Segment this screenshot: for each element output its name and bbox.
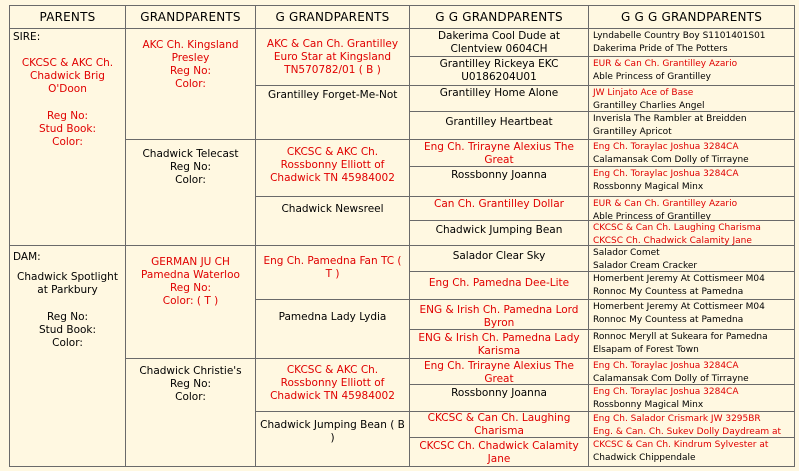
dam-cell bbox=[9, 245, 126, 467]
dam-name[interactable]: Chadwick Spotlight at Parkbury bbox=[17, 271, 118, 296]
sire-name[interactable]: CKCSC & AKC Ch. Chadwick Brig O'Doon bbox=[21, 57, 114, 95]
gg-grandparent-13-name: Eng Ch. Trirayne Alexius The Great bbox=[424, 360, 574, 385]
ggg-pair-8 bbox=[588, 220, 795, 246]
header-gg-grandparents: G G GRANDPARENTS bbox=[409, 5, 589, 29]
grandparent-1-name: AKC Ch. Kingsland Presley bbox=[142, 39, 239, 64]
ggg-grandparent-4[interactable]: Able Princess of Grantilley bbox=[593, 72, 711, 82]
ggg-grandparent-11[interactable]: Eng Ch. Toraylac Joshua 3284CA bbox=[593, 169, 739, 179]
grandparent-4-reg: Reg No: bbox=[169, 378, 212, 390]
ggg-grandparent-5[interactable]: JW Linjato Ace of Base bbox=[593, 88, 694, 98]
ggg-grandparent-7[interactable]: Inverisla The Rambler at Breidden bbox=[593, 114, 747, 124]
ggg-grandparent-13[interactable]: EUR & Can Ch. Grantilley Azario bbox=[593, 199, 738, 209]
ggg-grandparent-32[interactable]: Chadwick Chippendale bbox=[593, 453, 696, 463]
grandparent-4-name: Chadwick Christie's bbox=[139, 365, 242, 377]
g-grandparent-2-name: Grantilley Forget-Me-Not bbox=[268, 89, 398, 101]
g-grandparent-6[interactable] bbox=[255, 299, 410, 359]
g-grandparent-3[interactable] bbox=[255, 139, 410, 197]
grandparent-3-reg: Reg No: bbox=[169, 282, 212, 294]
ggg-grandparent-25[interactable]: Eng Ch. Toraylac Joshua 3284CA bbox=[593, 361, 739, 371]
ggg-grandparent-12[interactable]: Rossbonny Magical Minx bbox=[593, 182, 704, 192]
grandparent-3-color: Color: ( T ) bbox=[162, 295, 219, 307]
gg-grandparent-2-name: Grantilley Rickeya EKC U0186204U01 bbox=[439, 58, 559, 83]
ggg-grandparent-10[interactable]: Calamansak Com Dolly of Tirrayne bbox=[593, 155, 749, 165]
ggg-grandparent-27[interactable]: Eng Ch. Toraylac Joshua 3284CA bbox=[593, 387, 739, 397]
dam-color: Color: bbox=[52, 337, 83, 349]
header-grandparents: GRANDPARENTS bbox=[125, 5, 256, 29]
ggg-pair-6 bbox=[588, 166, 795, 197]
grandparent-2[interactable] bbox=[125, 139, 256, 246]
gg-grandparent-5[interactable] bbox=[409, 139, 589, 167]
sire-stud: Stud Book: bbox=[38, 123, 97, 135]
gg-grandparent-10[interactable] bbox=[409, 271, 589, 300]
ggg-grandparent-1[interactable]: Lyndabelle Country Boy S1101401S01 bbox=[593, 31, 766, 41]
ggg-grandparent-23[interactable]: Ronnoc Meryll at Sukeara for Pamedna bbox=[593, 332, 768, 342]
gg-grandparent-13[interactable] bbox=[409, 358, 589, 385]
ggg-pair-14 bbox=[588, 384, 795, 412]
ggg-grandparent-28[interactable]: Rossbonny Magical Minx bbox=[593, 400, 704, 410]
gg-grandparent-6-name: Rossbonny Joanna bbox=[451, 169, 547, 181]
ggg-grandparent-30[interactable]: Eng. & Can. Ch. Sukev Dolly Daydream at bbox=[593, 427, 782, 437]
gg-grandparent-1-name: Dakerima Cool Dude at Clentview 0604CH bbox=[437, 30, 561, 55]
g-grandparent-5-name: Eng Ch. Pamedna Fan TC ( T ) bbox=[263, 255, 402, 280]
gg-grandparent-3[interactable] bbox=[409, 85, 589, 112]
gg-grandparent-7-name: Can Ch. Grantilley Dollar bbox=[434, 198, 564, 210]
ggg-grandparent-9[interactable]: Eng Ch. Toraylac Joshua 3284CA bbox=[593, 142, 739, 152]
ggg-grandparent-29[interactable]: Eng Ch. Salador Crismark JW 3295BR bbox=[593, 414, 761, 424]
dam-reg: Reg No: bbox=[46, 311, 89, 323]
ggg-pair-10 bbox=[588, 271, 795, 300]
sire-cell bbox=[9, 28, 126, 246]
g-grandparent-8[interactable] bbox=[255, 411, 410, 467]
ggg-grandparent-16[interactable]: CKCSC Ch. Chadwick Calamity Jane bbox=[593, 236, 752, 246]
grandparent-2-color: Color: bbox=[175, 174, 206, 186]
ggg-grandparent-8[interactable]: Grantilley Apricot bbox=[593, 127, 672, 137]
gg-grandparent-5-name: Eng Ch. Trirayne Alexius The Great bbox=[424, 141, 574, 166]
ggg-pair-7 bbox=[588, 196, 795, 221]
ggg-pair-1 bbox=[588, 28, 795, 57]
gg-grandparent-11-name: ENG & Irish Ch. Pamedna Lord Byron bbox=[419, 304, 579, 329]
gg-grandparent-1[interactable] bbox=[409, 28, 589, 57]
sire-label: SIRE: bbox=[13, 31, 41, 43]
ggg-pair-2 bbox=[588, 56, 795, 86]
g-grandparent-4-name: Chadwick Newsreel bbox=[281, 203, 384, 215]
ggg-grandparent-21[interactable]: Homerbent Jeremy At Cottismeer M04 bbox=[593, 302, 765, 312]
grandparent-3-name: GERMAN JU CH Pamedna Waterloo bbox=[141, 256, 240, 281]
gg-grandparent-7[interactable] bbox=[409, 196, 589, 221]
ggg-pair-9 bbox=[588, 245, 795, 272]
grandparent-1-color: Color: bbox=[175, 78, 206, 90]
grandparent-2-reg: Reg No: bbox=[169, 161, 212, 173]
ggg-grandparent-6[interactable]: Grantilley Charlies Angel bbox=[593, 101, 705, 111]
g-grandparent-4[interactable] bbox=[255, 196, 410, 246]
ggg-grandparent-31[interactable]: CKCSC & Can Ch. Kindrum Sylvester at bbox=[593, 440, 769, 450]
g-grandparent-1-name: AKC & Can Ch. Grantilley Euro Star at Kingsland TN570782/01 ( B ) bbox=[266, 38, 399, 76]
ggg-grandparent-26[interactable]: Calamansak Com Dolly of Tirrayne bbox=[593, 374, 749, 384]
gg-grandparent-15[interactable] bbox=[409, 411, 589, 438]
grandparent-1[interactable] bbox=[125, 28, 256, 140]
g-grandparent-3-name: CKCSC & AKC Ch. Rossbonny Elliott of Chadwick TN 45984002 bbox=[270, 146, 395, 184]
ggg-pair-4 bbox=[588, 111, 795, 140]
g-grandparent-6-name: Pamedna Lady Lydia bbox=[278, 311, 387, 323]
g-grandparent-8-name: Chadwick Jumping Bean ( B ) bbox=[260, 419, 405, 444]
g-grandparent-2[interactable] bbox=[255, 85, 410, 140]
gg-grandparent-16-name: CKCSC Ch. Chadwick Calamity Jane bbox=[419, 440, 579, 465]
ggg-grandparent-19[interactable]: Homerbent Jeremy At Cottismeer M04 bbox=[593, 274, 765, 284]
ggg-grandparent-20[interactable]: Ronnoc My Countess at Pamedna bbox=[593, 287, 744, 297]
grandparent-4[interactable] bbox=[125, 358, 256, 467]
gg-grandparent-9-name: Salador Clear Sky bbox=[452, 250, 546, 262]
ggg-grandparent-18[interactable]: Salador Cream Cracker bbox=[593, 261, 698, 271]
gg-grandparent-4[interactable] bbox=[409, 111, 589, 140]
ggg-grandparent-14[interactable]: Able Princess of Grantilley bbox=[593, 212, 711, 221]
ggg-pair-3 bbox=[588, 85, 795, 112]
ggg-grandparent-22[interactable]: Ronnoc My Countess at Pamedna bbox=[593, 315, 744, 325]
grandparent-1-reg: Reg No: bbox=[169, 65, 212, 77]
grandparent-4-color: Color: bbox=[175, 391, 206, 403]
gg-grandparent-14[interactable] bbox=[409, 384, 589, 412]
ggg-pair-12 bbox=[588, 329, 795, 359]
gg-grandparent-12[interactable] bbox=[409, 329, 589, 359]
gg-grandparent-10-name: Eng Ch. Pamedna Dee-Lite bbox=[428, 277, 570, 289]
ggg-pair-16 bbox=[588, 437, 795, 467]
ggg-pair-5 bbox=[588, 139, 795, 167]
g-grandparent-7-name: CKCSC & AKC Ch. Rossbonny Elliott of Chadwick TN 45984002 bbox=[270, 364, 395, 402]
dam-stud: Stud Book: bbox=[38, 324, 97, 336]
header-g-grandparents: G GRANDPARENTS bbox=[255, 5, 410, 29]
gg-grandparent-14-name: Rossbonny Joanna bbox=[451, 387, 547, 399]
ggg-pair-11 bbox=[588, 299, 795, 330]
ggg-grandparent-15[interactable]: CKCSC & Can Ch. Laughing Charisma bbox=[593, 223, 761, 233]
gg-grandparent-11[interactable] bbox=[409, 299, 589, 330]
sire-reg: Reg No: bbox=[46, 110, 89, 122]
grandparent-2-name: Chadwick Telecast bbox=[142, 148, 239, 160]
g-grandparent-5[interactable] bbox=[255, 245, 410, 300]
gg-grandparent-15-name: CKCSC & Can Ch. Laughing Charisma bbox=[427, 412, 571, 437]
gg-grandparent-6[interactable] bbox=[409, 166, 589, 197]
gg-grandparent-16[interactable] bbox=[409, 437, 589, 467]
gg-grandparent-3-name: Grantilley Home Alone bbox=[439, 87, 559, 99]
sire-color: Color: bbox=[52, 136, 83, 148]
ggg-pair-13 bbox=[588, 358, 795, 385]
ggg-grandparent-3[interactable]: EUR & Can Ch. Grantilley Azario bbox=[593, 59, 738, 69]
ggg-pair-15 bbox=[588, 411, 795, 438]
g-grandparent-1[interactable] bbox=[255, 28, 410, 86]
gg-grandparent-2[interactable] bbox=[409, 56, 589, 86]
grandparent-3[interactable] bbox=[125, 245, 256, 359]
header-parents: PARENTS bbox=[9, 5, 126, 29]
gg-grandparent-9[interactable] bbox=[409, 245, 589, 272]
gg-grandparent-8-name: Chadwick Jumping Bean bbox=[435, 224, 563, 236]
ggg-grandparent-2[interactable]: Dakerima Pride of The Potters bbox=[593, 44, 728, 54]
gg-grandparent-4-name: Grantilley Heartbeat bbox=[445, 116, 553, 128]
dam-label: DAM: bbox=[13, 251, 41, 263]
g-grandparent-7[interactable] bbox=[255, 358, 410, 412]
ggg-grandparent-24[interactable]: Elsapam of Forest Town bbox=[593, 345, 699, 355]
header-ggg-grandparents: G G G GRANDPARENTS bbox=[588, 5, 795, 29]
gg-grandparent-8[interactable] bbox=[409, 220, 589, 246]
gg-grandparent-12-name: ENG & Irish Ch. Pamedna Lady Karisma bbox=[418, 332, 580, 357]
ggg-grandparent-17[interactable]: Salador Comet bbox=[593, 248, 660, 258]
